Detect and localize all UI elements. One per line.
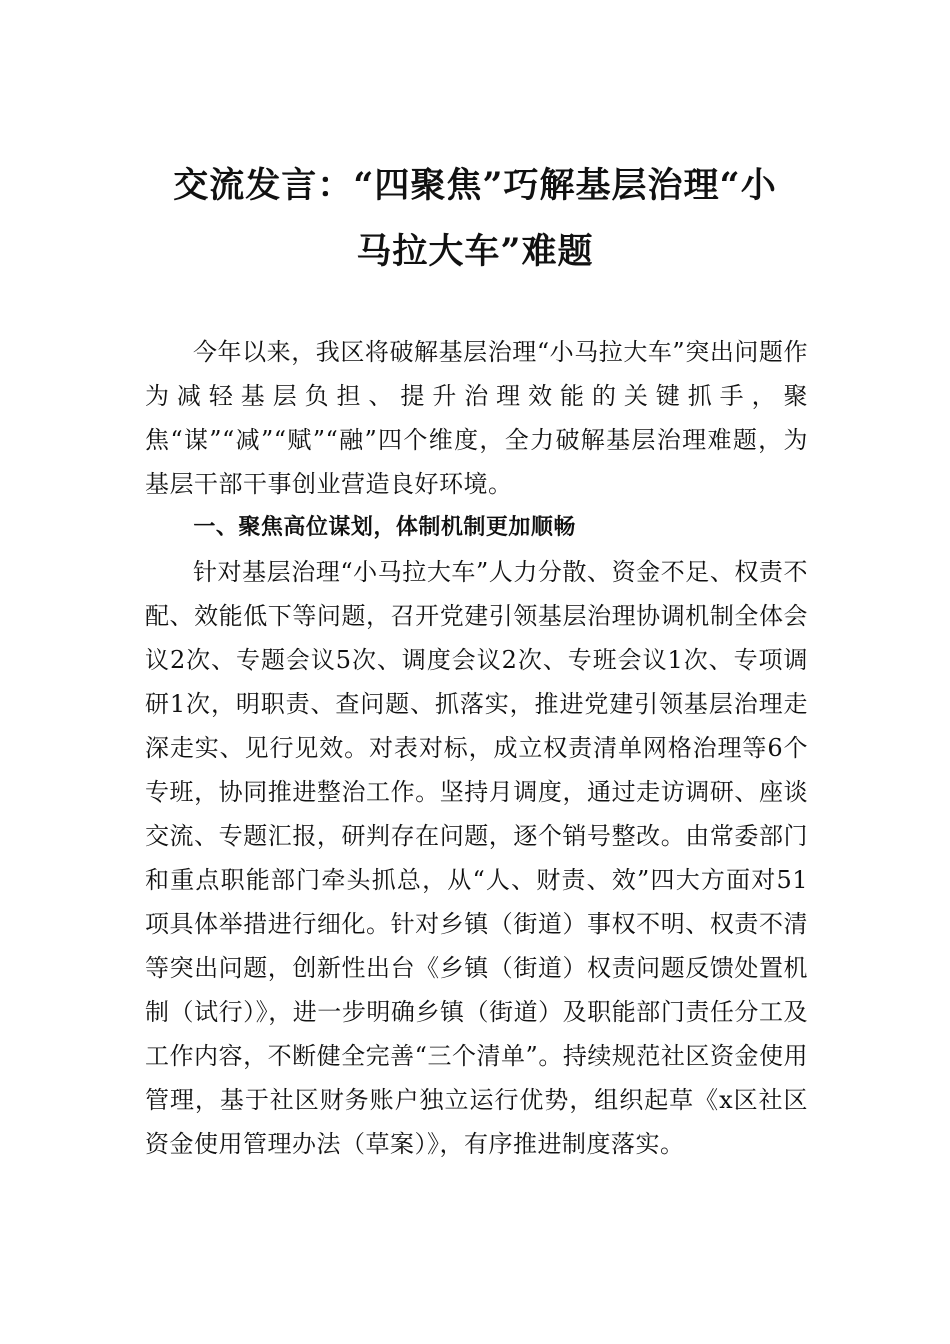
section-1-paragraph: 针对基层治理“小马拉大车”人力分散、资金不足、权责不配、效能低下等问题，召开党建引领基层治理协调机制全体会议2次、专题会议5次、调度会议2次、专班会议1次、专项调研1次，明职责、查问题、抓落实，推进党建引领基层治理走深走实、见行见效。对表对标，成立权责清单网格治理等6个专班，协同推进整治工作。坚持月调度，通过走访调研、座谈交流、专题汇报，研判存在问题，逐个销号整改。由常委部门和重点职能部门牵头抓总，从“人、财责、效”四大方面对51项具体举措进行细化。针对乡镇（街道）事权不明、权责不清等突出问题，创新性出台《乡镇（街道）权责问题反馈处置机制（试行）》，进一步明确乡镇（街道）及职能部门责任分工及工作内容，不断健全完善“三个清单”。持续规范社区资金使用管理，基于社区财务账户独立运行优势，组织起草《x区社区资金使用管理办法（草案）》，有序推进制度落实。 bbox=[145, 558, 808, 1158]
document-body bbox=[145, 330, 808, 1166]
intro-paragraph: 今年以来，我区将破解基层治理“小马拉大车”突出问题作为减轻基层负担、提升治理效能的关键抓手，聚焦“谋”“减”“赋”“融”四个维度，全力破解基层治理难题，为基层干部干事创业营造良好环境。 bbox=[145, 338, 808, 498]
section-heading-1: 一、聚焦高位谋划，体制机制更加顺畅 bbox=[193, 515, 576, 540]
document-title-line-2: 马拉大车”难题 bbox=[356, 231, 594, 272]
document-title-line-1: 交流发言：“四聚焦”巧解基层治理“小 bbox=[173, 165, 777, 206]
